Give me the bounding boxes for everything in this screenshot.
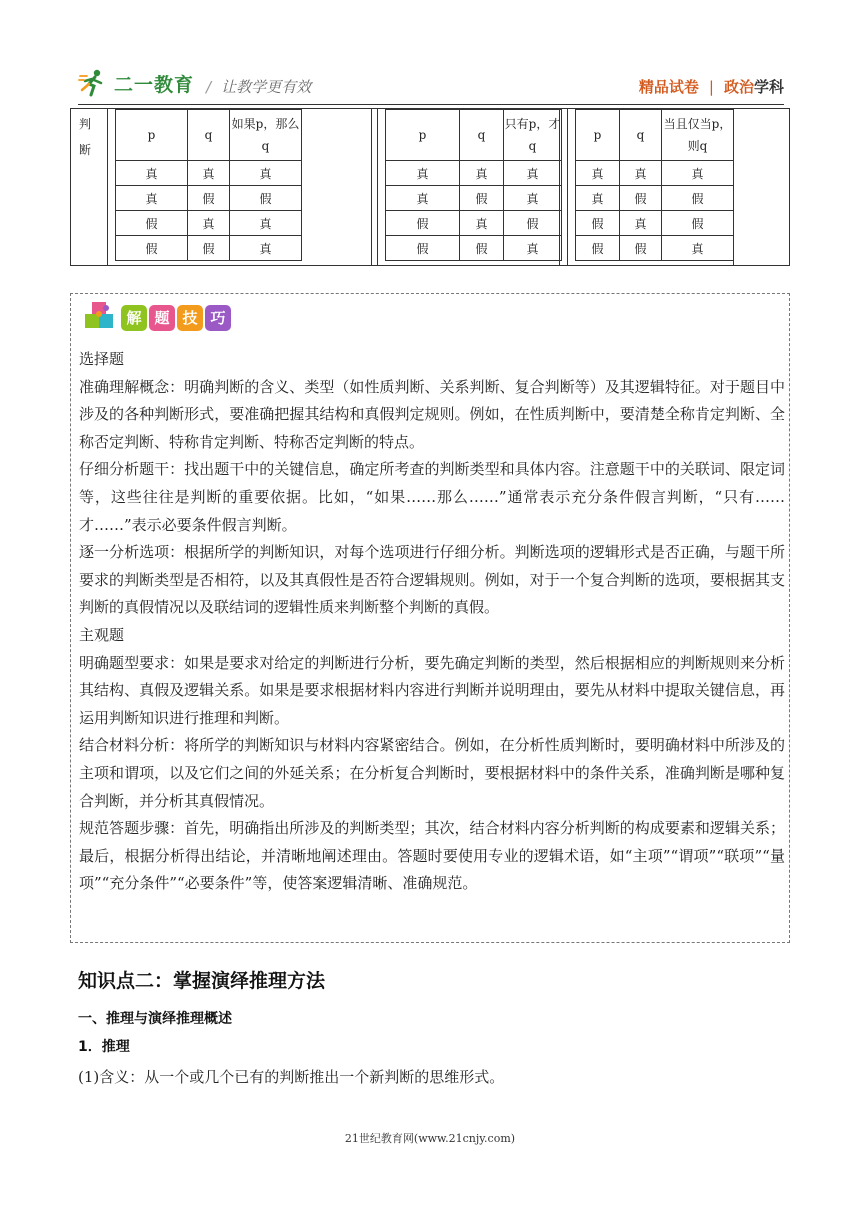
badge-char: 巧 (205, 305, 231, 331)
table-cell: 真 (662, 161, 734, 186)
table-cell: 真 (620, 211, 662, 236)
table-cell: 假 (662, 211, 734, 236)
table-cell: 真 (230, 211, 302, 236)
table-row (116, 236, 302, 261)
table-cell: 假 (386, 236, 460, 261)
tips-paragraph: 结合材料分析：将所学的判断知识与材料内容紧密结合。例如，在分析性质判断时，要明确材料中所涉及的主项和谓项，以及它们之间的外延关系；在分析复合判断时，要根据材料中的条件关系，准确判断是哪种复合判断，并分析其真假情况。 (79, 736, 785, 810)
tips-paragraph: 逐一分析选项：根据所学的判断知识，对每个选项进行仔细分析。判断选项的逻辑形式是否正确，与题干所要求的判断类型是否相符，以及其真假性是否符合逻辑规则。例如，对于一个复合判断的选项，要根据其支判断的真假情况以及联结词的逻辑性质来判断整个判断的真假。 (79, 543, 785, 617)
truth-table-sufficient (115, 109, 302, 261)
tips-body (79, 346, 785, 898)
badge-char: 题 (149, 305, 175, 331)
table-cell: 真 (116, 186, 188, 211)
page-header (78, 66, 784, 106)
table-cell: 真 (230, 236, 302, 261)
header-cell: q (620, 110, 662, 161)
table-cell: 真 (188, 211, 230, 236)
table-cell: 假 (576, 211, 620, 236)
tips-paragraph: 准确理解概念：明确判断的含义、类型（如性质判断、关系判断、复合判断等）及其逻辑特征。对于题目中涉及的各种判断形式，要准确把握其结构和真假判定规则。例如，在性质判断中，要清楚全称肯定判断、全称否定判断、特称肯定判断、特称否定判断的特点。 (79, 377, 785, 451)
table-row (576, 161, 734, 186)
table-cell: 假 (188, 236, 230, 261)
tips-heading-choice: 选择题 (79, 350, 125, 368)
table-row (386, 161, 562, 186)
table-cell: 假 (230, 186, 302, 211)
table-cell: 假 (460, 236, 504, 261)
divider (377, 109, 378, 265)
table-cell: 假 (504, 211, 562, 236)
truth-table-necessary (385, 109, 562, 261)
slogan-text: 让教学更有效 (221, 78, 312, 96)
divider (107, 109, 108, 265)
table-cell: 真 (386, 161, 460, 186)
header-cell: p (386, 110, 460, 161)
table-cell: 真 (620, 161, 662, 186)
tips-box (70, 293, 790, 943)
header-subject (639, 76, 784, 97)
table-cell: 假 (188, 186, 230, 211)
table-row (386, 186, 562, 211)
table-row (576, 211, 734, 236)
table-cell: 假 (116, 236, 188, 261)
table-row (576, 186, 734, 211)
divider (371, 109, 372, 265)
divider (567, 109, 568, 265)
table-row (386, 236, 562, 261)
table-cell: 真 (188, 161, 230, 186)
tips-paragraph: 规范答题步骤：首先，明确指出所涉及的判断类型；其次，结合材料内容分析判断的构成要素和逻辑关系；最后，根据分析得出结论，并清晰地阐述理由。答题时要使用专业的逻辑术语，如“主项”“谓项”“联项”“量项”“充分条件”“必要条件”等，使答案逻辑清晰、准确规范。 (79, 819, 785, 893)
table-cell: 假 (662, 186, 734, 211)
table-row (116, 161, 302, 186)
table-cell: 真 (576, 186, 620, 211)
tips-heading-subjective: 主观题 (79, 625, 125, 644)
tips-paragraph: 仔细分析题干：找出题干中的关键信息，确定所考查的判断类型和具体内容。注意题干中的关联词、限定词等，这些往往是判断的重要依据。比如，“如果……那么……”通常表示充分条件假言判断，“只有……才……”表示必要条件假言判断。 (79, 460, 785, 534)
header-label-subject-suffix: 学科 (753, 78, 784, 96)
badge-char: 技 (177, 305, 203, 331)
header-cell: q (460, 110, 504, 161)
section-subtitle: 一、推理与演绎推理概述 (78, 1011, 232, 1027)
table-row (386, 211, 562, 236)
table-cell: 真 (386, 186, 460, 211)
table-cell: 真 (662, 236, 734, 261)
table-row (116, 186, 302, 211)
table-cell: 假 (620, 236, 662, 261)
table-row (576, 236, 734, 261)
truth-table-biconditional (575, 109, 734, 261)
header-cell: 只有p，才q (504, 110, 562, 161)
table-cell: 真 (576, 161, 620, 186)
table-cell: 假 (460, 186, 504, 211)
header-rule (78, 104, 784, 105)
header-cell: p (116, 110, 188, 161)
page-footer: 21世纪教育网(www.21cnjy.com) (344, 1132, 516, 1145)
header-label-premium: 精品试卷 (638, 78, 699, 96)
badge-char: 解 (121, 305, 147, 331)
header-cell: 如果p，那么q (230, 110, 302, 161)
runner-logo-icon (78, 68, 108, 98)
slogan (206, 76, 311, 97)
table-cell: 假 (116, 211, 188, 236)
slash-divider: / (206, 78, 212, 96)
header-cell: q (188, 110, 230, 161)
table-cell: 真 (460, 161, 504, 186)
row-label-judgment: 判断 (79, 117, 92, 157)
header-cell: p (576, 110, 620, 161)
tips-badge (83, 300, 231, 336)
tips-paragraph: 明确题型要求：如果是要求对给定的判断进行分析，要先确定判断的类型，然后根据相应的判断规则来分析其结构、真假及逻辑关系。如果是要求根据材料内容进行判断并说明理由，要先从材料中提取关键信息，再运用判断知识进行推理和判断。 (79, 653, 785, 727)
logo-text: 二一教育 (114, 73, 195, 96)
section-item-heading: 1．推理 (78, 1039, 130, 1055)
logo (78, 66, 194, 100)
table-cell: 真 (504, 161, 562, 186)
table-cell: 真 (230, 161, 302, 186)
table-cell: 假 (386, 211, 460, 236)
header-separator: | (708, 78, 714, 96)
table-cell: 真 (460, 211, 504, 236)
table-cell: 真 (116, 161, 188, 186)
section-title: 知识点二：掌握演绎推理方法 (78, 970, 326, 992)
truth-table-section (70, 108, 790, 266)
section-definition: (1)含义：从一个或几个已有的判断推出一个新判断的思维形式。 (78, 1068, 505, 1086)
table-cell: 真 (504, 236, 562, 261)
table-cell: 假 (576, 236, 620, 261)
table-row (116, 211, 302, 236)
table-cell: 真 (504, 186, 562, 211)
header-label-subject: 政治 (723, 78, 754, 96)
header-cell: 当且仅当p，则q (662, 110, 734, 161)
table-cell: 假 (620, 186, 662, 211)
puzzle-icon (83, 300, 119, 336)
